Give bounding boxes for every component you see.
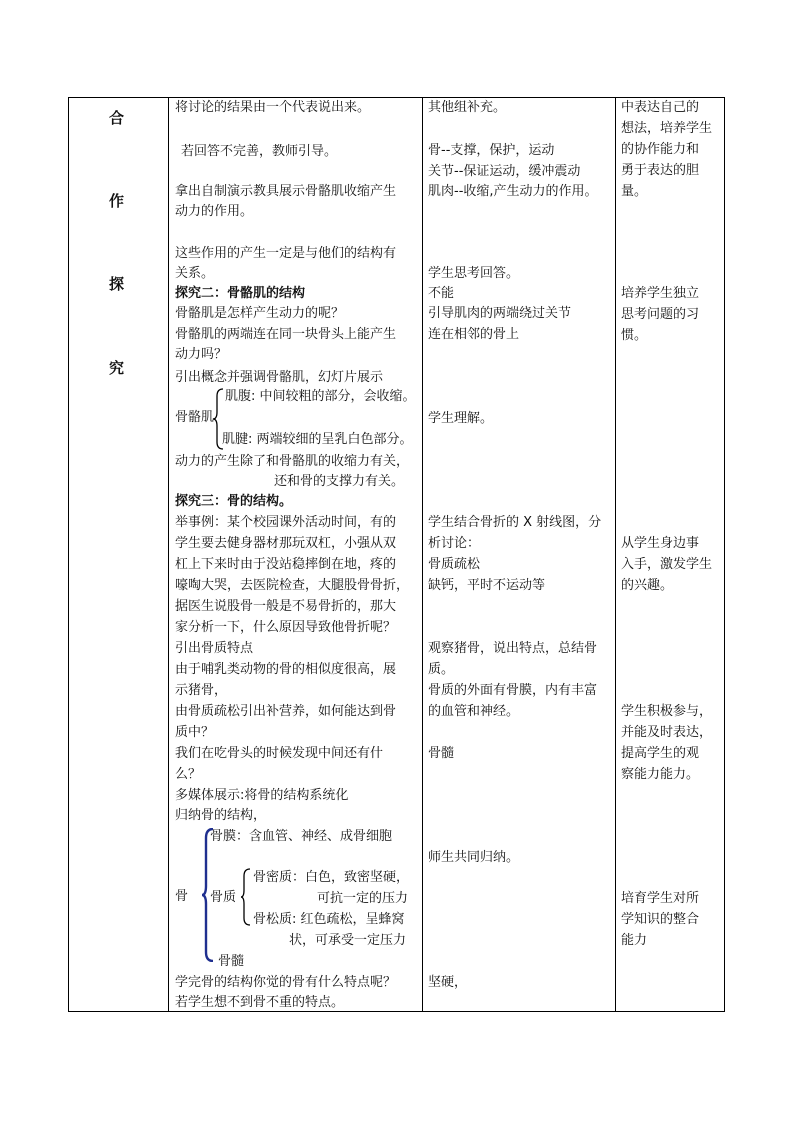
teacher-text: 关系。 — [175, 266, 215, 281]
teacher-text: 引出概念并强调骨骼肌，幻灯片展示 — [175, 370, 384, 385]
student-text: 骨--支撑，保护，运动 — [428, 143, 555, 158]
teacher-text: 骨骼肌是怎样产生动力的呢？ — [175, 306, 345, 321]
marrow-text: 骨髓 — [218, 954, 245, 969]
student-text: 师生共同归纳。 — [428, 850, 520, 865]
teacher-text: 由于哺乳类动物的骨的相似度很高，展 — [175, 662, 397, 677]
periosteum-text: 骨膜：含血管、神经、成骨细胞 — [210, 829, 393, 844]
intent-text: 中表达自己的 — [621, 100, 700, 115]
intent-text: 学生积极参与， — [621, 704, 713, 719]
student-text: 其他组补充。 — [428, 100, 507, 115]
intent-text: 提高学生的观 — [621, 746, 700, 761]
muscle-belly: 肌腹: 中间较粗的部分，会收缩。 — [225, 389, 416, 404]
teacher-text: 还和骨的支撑力有关。 — [274, 474, 405, 489]
intent-text: 的协作能力和 — [621, 142, 700, 157]
teacher-text: 据医生说股骨一般是不易骨折的，那大 — [175, 599, 397, 614]
intent-text: 入手，激发学生 — [621, 557, 713, 572]
teacher-text: 动力的产生除了和骨骼肌的收缩力有关， — [175, 454, 410, 469]
student-text: 连在相邻的骨上 — [428, 327, 520, 342]
section-heading: 探究三：骨的结构。 — [175, 494, 293, 509]
teacher-text: 由骨质疏松引出补营养，如何能达到骨 — [175, 704, 397, 719]
intent-text: 培养学生独立 — [621, 286, 700, 301]
section-label-char: 探 — [109, 275, 125, 293]
intent-text: 学知识的整合 — [621, 912, 700, 927]
teacher-text: 我们在吃骨头的时候发现中间还有什 — [175, 746, 384, 761]
intent-text: 思考问题的习 — [621, 307, 700, 322]
compact-bone-text: 骨密质：白色，致密坚硬， — [253, 870, 410, 885]
student-text: 坚硬， — [428, 975, 468, 990]
student-text: 析讨论： — [428, 536, 481, 551]
spongy-bone-text: 骨松质: 红色疏松，呈蜂窝 — [253, 912, 405, 927]
spongy-bone-text: 状，可承受一定压力 — [289, 933, 407, 948]
teacher-text: 么？ — [175, 767, 202, 782]
student-text: 观察猪骨，说出特点，总结骨 — [428, 641, 598, 656]
intent-text: 的兴趣。 — [621, 578, 674, 593]
teacher-text: 多媒体展示:将骨的结构系统化 — [175, 788, 349, 803]
intent-text: 并能及时表达， — [621, 725, 713, 740]
bone-matter-label: 骨质 — [210, 890, 237, 905]
student-text: 学生思考回答。 — [428, 266, 520, 281]
teacher-text: 举事例：某个校园课外活动时间，有的 — [175, 515, 397, 530]
student-text: 骨髓 — [428, 746, 455, 761]
intent-text: 能力 — [621, 933, 648, 948]
section-label-char: 作 — [109, 192, 125, 210]
teacher-text: 示猪骨， — [175, 683, 228, 698]
student-text: 骨质的外面有骨膜，内有丰富 — [428, 683, 598, 698]
student-text: 缺钙，平时不运动等 — [428, 578, 546, 593]
bone-matter-brace — [240, 868, 252, 926]
intent-text: 惯。 — [621, 328, 648, 343]
teacher-text: 动力的作用。 — [175, 204, 254, 219]
muscle-tendon: 肌腱: 两端较细的呈乳白色部分。 — [222, 432, 413, 447]
intent-text: 从学生身边事 — [621, 536, 700, 551]
muscle-label: 骨骼肌 — [175, 410, 215, 425]
teacher-text: 将讨论的结果由一个代表说出来。 — [175, 100, 371, 115]
teacher-text: 若学生想不到骨不重的特点。 — [175, 995, 345, 1010]
teacher-text: 家分析一下，什么原因导致他骨折呢？ — [175, 620, 397, 635]
student-text: 学生结合骨折的 X 射线图，分 — [428, 515, 602, 530]
student-text: 不能 — [428, 286, 455, 301]
intent-text: 勇于表达的胆 — [621, 163, 700, 178]
student-text: 质。 — [428, 662, 455, 677]
teacher-text: 学完骨的结构你觉的骨有什么特点呢？ — [175, 975, 397, 990]
teacher-text: 这些作用的产生一定是与他们的结构有 — [175, 246, 397, 261]
teacher-activity-cell — [169, 98, 422, 1011]
teacher-text: 质中？ — [175, 725, 215, 740]
student-text: 关节--保证运动，缓冲震动 — [428, 164, 581, 179]
student-text: 学生理解。 — [428, 411, 494, 426]
intent-text: 量。 — [621, 184, 648, 199]
intent-text: 培育学生对所 — [621, 891, 700, 906]
teacher-text: 若回答不完善，教师引导。 — [181, 144, 338, 159]
teacher-text: 引出骨质特点 — [175, 641, 254, 656]
lesson-table — [68, 97, 725, 1012]
bone-label: 骨 — [175, 889, 189, 904]
student-text: 骨质疏松 — [428, 557, 481, 572]
student-text: 肌肉--收缩,产生动力的作用。 — [428, 184, 598, 199]
teacher-text: 嚎啕大哭，去医院检查，大腿股骨骨折， — [175, 578, 410, 593]
teacher-text: 拿出自制演示教具展示骨骼肌收缩产生 — [175, 184, 397, 199]
teacher-text: 动力吗？ — [175, 347, 228, 362]
student-text: 的血管和神经。 — [428, 704, 520, 719]
compact-bone-text: 可抗一定的压力 — [317, 891, 409, 906]
section-label-char: 合 — [109, 109, 125, 127]
teacher-text: 杠上下来时由于没站稳摔倒在地，疼的 — [175, 557, 397, 572]
teacher-text: 归纳骨的结构， — [175, 808, 267, 823]
section-heading: 探究二：骨骼肌的结构 — [175, 286, 306, 301]
intent-text: 想法，培养学生 — [621, 121, 713, 136]
section-label-char: 究 — [109, 359, 125, 377]
design-intent-cell — [616, 98, 725, 1011]
student-activity-cell — [423, 98, 615, 1011]
teacher-text: 骨骼肌的两端连在同一块骨头上能产生 — [175, 327, 397, 342]
teacher-text: 学生要去健身器材那玩双杠，小强从双 — [175, 536, 397, 551]
student-text: 引导肌肉的两端绕过关节 — [428, 306, 572, 321]
section-label-cell — [69, 98, 168, 1011]
intent-text: 察能力能力。 — [621, 767, 700, 782]
